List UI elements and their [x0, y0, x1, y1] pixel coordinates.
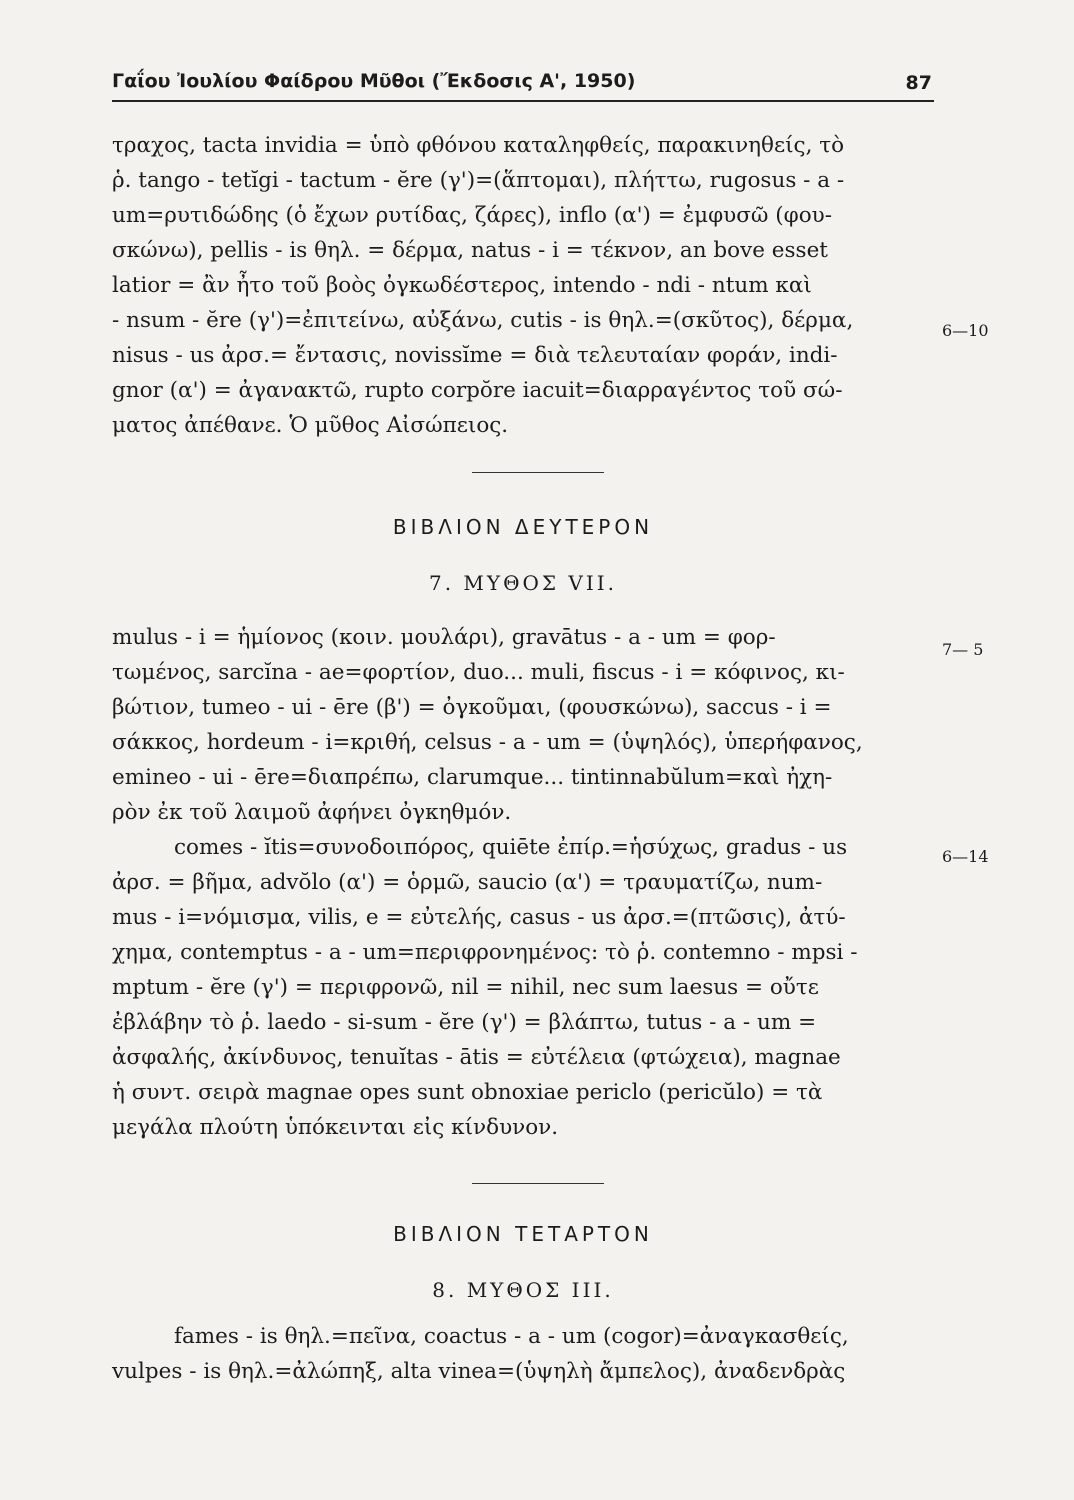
text-line: ἡ συντ. σειρὰ magnae opes sunt obnoxiae periclo (pericŭlo) = τὰ — [112, 1080, 823, 1105]
text-line: mus - i=νόμισμα, vilis, e = εὐτελής, casus - us ἀρσ.=(πτῶσις), ἀτύ- — [112, 905, 846, 930]
fable-heading: 8. ΜΥΘΟΣ III. — [432, 1278, 614, 1302]
text-line: - nsum - ĕre (γ')=ἐπιτείνω, αὐξάνω, cutis - is θηλ.=(σκῦτος), δέρμα, — [112, 308, 854, 333]
text-line: τραχος, tacta invidia = ὑπὸ φθόνου καταληφθείς, παρακινηθείς, τὸ — [112, 133, 845, 158]
text-line: ἐβλάβην τὸ ῥ. laedo - si-sum - ĕre (γ') = βλάπτω, tutus - a - um = — [112, 1010, 817, 1035]
text-line: χημα, contemptus - a - um=περιφρονημένος: τὸ ῥ. contemno - mpsi - — [112, 940, 858, 965]
text-line: ἀσφαλής, ἀκίνδυνος, tenuĭtas - ātis = εὐτέλεια (φτώχεια), magnae — [112, 1045, 841, 1070]
text-line: τωμένος, sarcĭna - ae=φορτίον, duo... muli, fiscus - i = κόφινος, κι- — [112, 660, 845, 685]
running-title: Γαΐου Ἰουλίου Φαίδρου Μῦθοι (Ἔκδοσις Α', 1950) — [112, 70, 636, 92]
text-line: um=ρυτιδώδης (ὁ ἔχων ρυτίδας, ζάρες), inflo (α') = ἐμφυσῶ (φου- — [112, 203, 833, 228]
fable-heading: 7. ΜΥΘΟΣ VII. — [428, 571, 617, 595]
text-line: ρὸν ἐκ τοῦ λαιμοῦ ἀφήνει ὀγκηθμόν. — [112, 800, 512, 825]
text-line: μεγάλα πλούτη ὑπόκεινται εἰς κίνδυνον. — [112, 1115, 559, 1140]
text-line: βώτιον, tumeo - ui - ēre (β') = ὀγκοῦμαι, (φουσκώνω), saccus - i = — [112, 695, 832, 720]
text-line: emineo - ui - ēre=διαπρέπω, clarumque... tintinnabŭlum=καὶ ἠχη- — [112, 765, 833, 790]
book-heading: ΒΙΒΛΙΟΝ ΤΕΤΑΡΤΟΝ — [393, 1222, 653, 1246]
text-line: mptum - ĕre (γ') = περιφρονῶ, nil = nihil, nec sum laesus = οὔτε — [112, 975, 819, 1000]
running-header — [112, 66, 934, 102]
book-heading: ΒΙΒΛΙΟΝ ΔΕΥΤΕΡΟΝ — [392, 515, 654, 539]
section-divider — [472, 472, 604, 473]
margin-line-ref: 6—14 — [942, 847, 989, 866]
text-line: vulpes - is θηλ.=ἀλώπηξ, alta vinea=(ὑψηλὴ ἄμπελος), ἀναδενδρὰς — [112, 1359, 846, 1384]
margin-line-ref: 6—10 — [942, 321, 989, 340]
section-divider — [472, 1183, 604, 1184]
text-line: ἀρσ. = βῆμα, advŏlo (α') = ὁρμῶ, saucio (α') = τραυματίζω, num- — [112, 870, 823, 895]
text-line: fames - is θηλ.=πεῖνα, coactus - a - um (cogor)=ἀναγκασθείς, — [174, 1324, 849, 1349]
text-line: latior = ἂν ἦτο τοῦ βοὸς ὀγκωδέστερος, intendo - ndi - ntum καὶ — [112, 273, 812, 298]
text-line: ῥ. tango - tetĭgi - tactum - ĕre (γ')=(ἅπτομαι), πλήττω, rugosus - a - — [112, 168, 845, 193]
text-line: ματος ἀπέθανε. Ὁ μῦθος Αἰσώπειος. — [112, 413, 509, 438]
text-line: σκώνω), pellis - is θηλ. = δέρμα, natus - i = τέκνον, an bove esset — [112, 238, 828, 263]
text-line: comes - ĭtis=συνοδοιπόρος, quiēte ἐπίρ.=ἡσύχως, gradus - us — [174, 835, 848, 860]
text-line: σάκκος, hordeum - i=κριθή, celsus - a - um = (ὑψηλός), ὑπερήφανος, — [112, 730, 863, 755]
text-line: gnor (α') = ἀγανακτῶ, rupto corpŏre iacuit=διαρραγέντος τοῦ σώ- — [112, 378, 843, 403]
margin-line-ref: 7— 5 — [942, 640, 984, 659]
page-number: 87 — [905, 72, 932, 94]
text-line: nisus - us ἀρσ.= ἔντασις, novissĭme = διὰ τελευταίαν φοράν, indi- — [112, 343, 838, 368]
text-line: mulus - i = ἡμίονος (κοιν. μουλάρι), gravātus - a - um = φορ- — [112, 625, 776, 650]
